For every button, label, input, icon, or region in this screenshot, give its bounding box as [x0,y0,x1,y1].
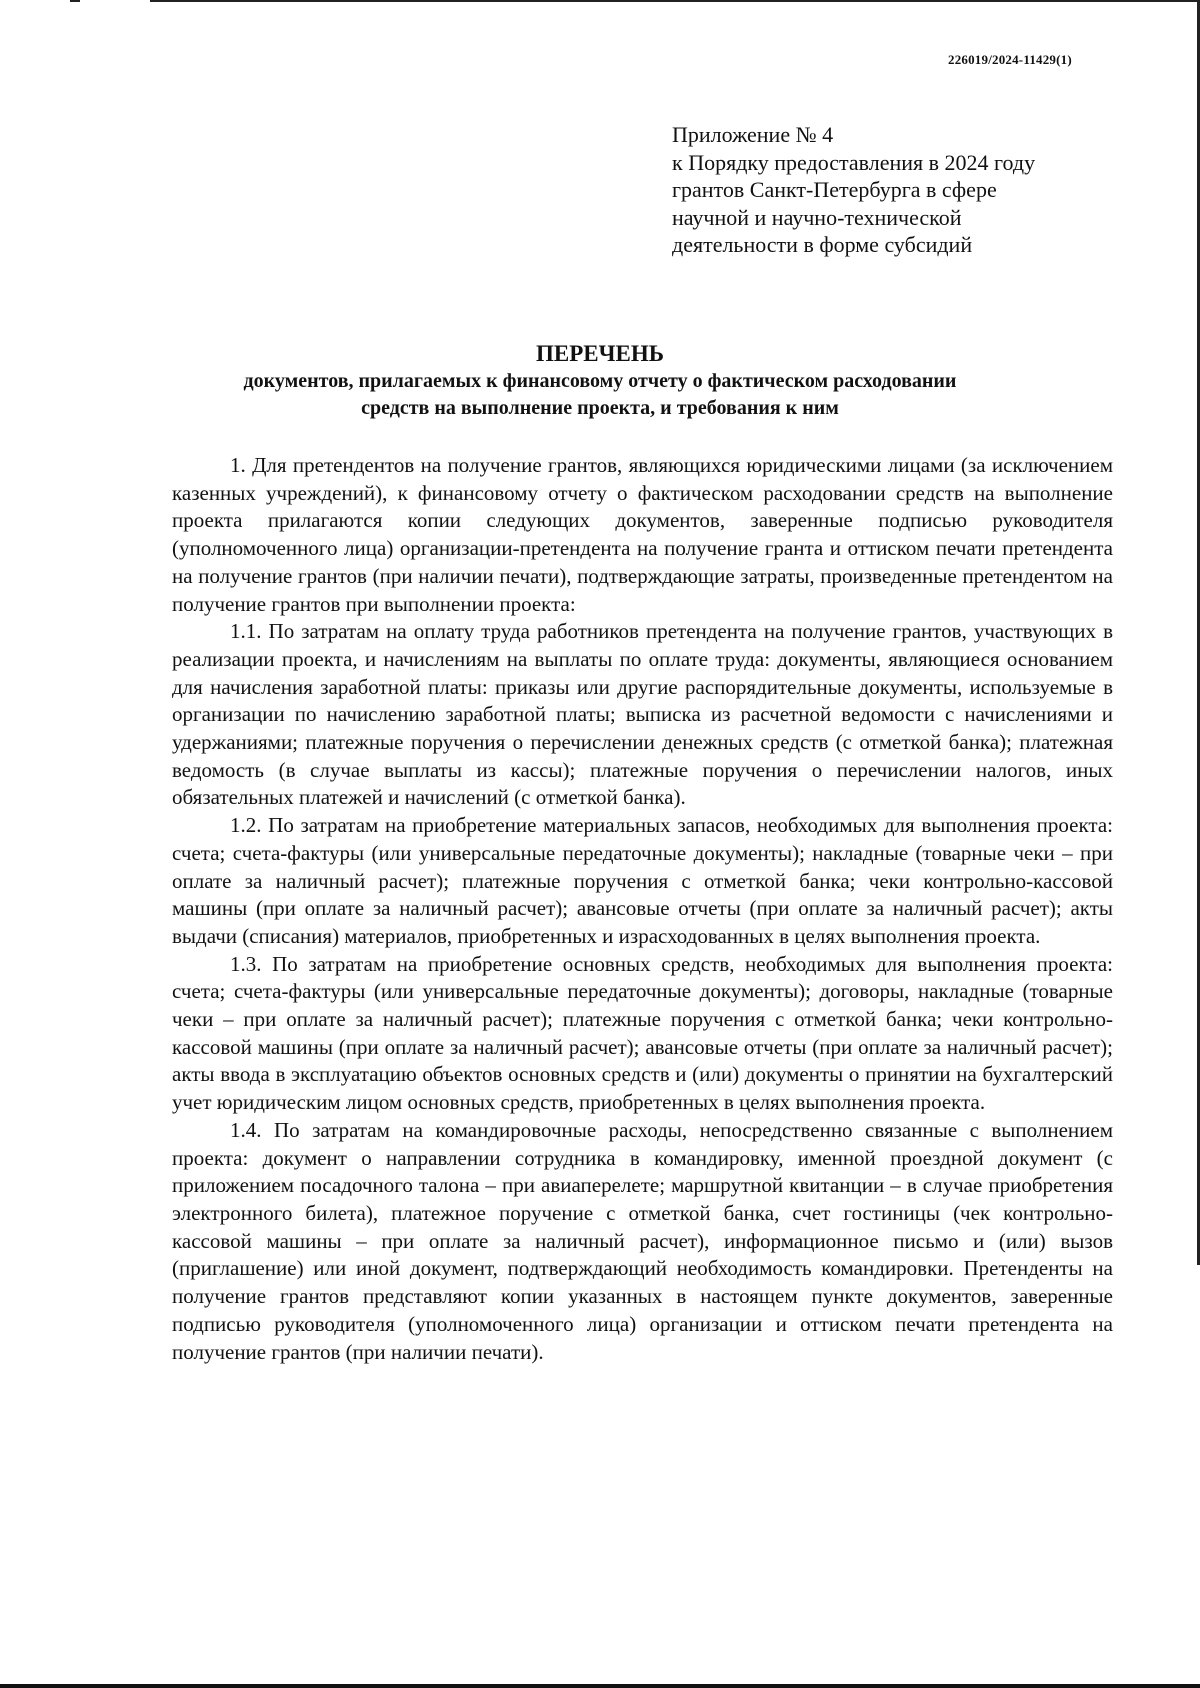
title-subtitle-line: документов, прилагаемых к финансовому отчету о фактическом расходовании [243,370,957,392]
annex-line: деятельности в форме субсидий [672,232,973,257]
paragraph-1-3: 1.3. По затратам на приобретение основных средств, необходимых для выполнения проекта: счета; счета-фактуры (или универсальные передаточные документы); договоры, накладные (товарные чеки – при оплате за наличный расчет); платежные поручения с отметкой банка; чеки контрольно-кассовой машины (при оплате за наличный расчет); авансовые отчеты (при оплате за наличный расчет); акты ввода в эксплуатацию объектов основных средств и (или) документы о принятии на бухгалтерский учет юридическим лицом основных средств, приобретенных в целях выполнения проекта. [172,951,1113,1115]
title-main: ПЕРЕЧЕНЬ [536,341,664,366]
title-subtitle-line: средств на выполнение проекта, и требования к ним [361,397,839,419]
document-body [172,452,1113,1366]
annex-line: к Порядку предоставления в 2024 году [672,149,1036,175]
scan-border-top [150,0,1200,2]
annex-line: грантов Санкт-Петербурга в сфере [672,177,997,202]
document-title [150,340,1050,422]
annex-header [672,121,1112,259]
scan-border-bottom [0,1684,1200,1688]
paragraph-1-4: 1.4. По затратам на командировочные расходы, непосредственно связанные с выполнением проекта: документ о направлении сотрудника в командировку, именной проездной документ (с приложением посадочного талона – при авиаперелете; маршрутной квитанции – в случае приобретения электронного билета), платежное поручение с отметкой банка, счет гостиницы (чек контрольно-кассовой машины – при оплате за наличный расчет), информационное письмо и (или) вызов (приглашение) или иной документ, подтверждающий необходимость командировки. Претенденты на получение грантов представляют копии указанных в настоящем пункте документов, заверенные подписью руководителя (уполномоченного лица) организации и оттиском печати претендента на получение грантов (при наличии печати). [172,1117,1113,1364]
document-number: 226019/2024-11429(1) [948,52,1072,67]
paragraph-1-1: 1.1. По затратам на оплату труда работников претендента на получение грантов, участвующих в реализации проекта, и начислениям на выплаты по оплате труда: документы, являющиеся основанием для начисления заработной платы: приказы или другие распорядительные документы, используемые в организации по начислению заработной платы; выписка из расчетной ведомости с начислениями и удержаниями; платежные поручения о перечислении денежных средств (с отметкой банка); платежная ведомость (в случае выплаты из кассы); платежные поручения о перечислении налогов, иных обязательных платежей и начислений (с отметкой банка). [172,619,1113,810]
scan-mark [70,0,80,2]
annex-line: научной и научно-технической [672,204,962,230]
paragraph-1-2: 1.2. По затратам на приобретение материальных запасов, необходимых для выполнения проекта: счета; счета-фактуры (или универсальные передаточные документы); накладные (товарные чеки – при оплате за наличный расчет); платежные поручения с отметкой банка; чеки контрольно-кассовой машины (при оплате за наличный расчет); авансовые отчеты (при оплате за наличный расчет); акты выдачи (списания) материалов, приобретенных и израсходованных в целях выполнения проекта. [172,813,1113,948]
paragraph-1: 1. Для претендентов на получение грантов, являющихся юридическими лицами (за исключением казенных учреждений), к финансовому отчету о фактическом расходовании средств на выполнение проекта прилагаются копии следующих документов, заверенные подписью руководителя (уполномоченного лица) организации-претендента на получение гранта и оттиском печати претендента на получение грантов (при наличии печати), подтверждающие затраты, произведенные претендентом на получение грантов при выполнении проекта: [172,453,1113,616]
annex-line: Приложение № 4 [672,122,834,147]
